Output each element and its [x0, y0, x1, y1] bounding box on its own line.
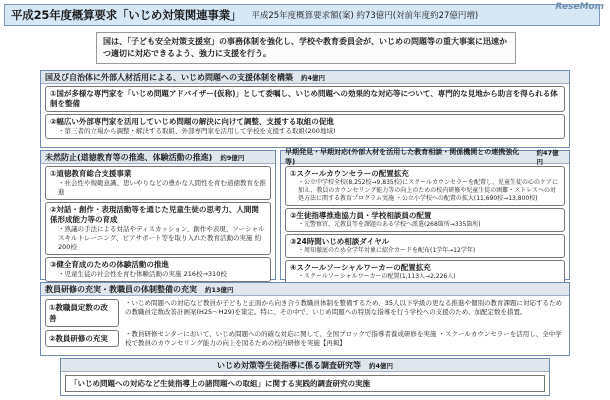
page-subtitle: 平成25年度概算要求額(案) 約73億円(対前年度約27億円増) — [251, 11, 479, 21]
panel-d-row2-label: ②教員研修の充実 — [45, 330, 119, 347]
panel-b-header — [41, 151, 275, 164]
panel-c-item4-box — [285, 260, 565, 284]
panel-a-heading: 国及び自治体に外部人材活用による、いじめ問題への支援体制を構築 — [45, 72, 293, 82]
panel-a-item2-detail: ・第三者的立場から調整・解決する取組、外部専門家を活用して学校を支援する取組(200地域) — [58, 127, 336, 135]
header-bar — [4, 4, 600, 26]
page-title: 平成25年度概算要求「いじめ対策関連事業」 — [11, 8, 242, 22]
panel-early-detection — [280, 150, 570, 280]
panel-a-item2-box — [45, 114, 565, 139]
panel-b-item1: ①道徳教育総合支援事業 — [50, 169, 132, 178]
panel-b-item3-detail: ・児童生徒の社会性を育む体験活動の実施 216校→310校 — [58, 270, 227, 278]
panel-a-item2: ②幅広い外部専門家を活用していじめ問題の解決に向けて調整、支援する取組の促進 — [50, 117, 334, 126]
panel-c-item3-box — [285, 234, 565, 258]
panel-support-system — [40, 70, 570, 148]
panel-e-body: 「いじめ問題への対応など生徒指導上の諸問題への取組」に関する実践的調査研究の実施 — [65, 375, 545, 392]
panel-c-item1-detail: ・公立中学校全校(8,252校→9,835校)にスクールカウンセラーを配置し、児童生徒の心のケアに加え、教員のカウンセリング能力等の向上のための校内研修や児童生徒の困難・ストレスへの対処方法に関する教育プログラム実施 ・公立小学校への配置の拡大(11,690校→13,800校) — [298, 179, 558, 202]
panel-c-item3: ③24時間いじめ相談ダイヤル — [290, 237, 390, 246]
panel-research — [60, 358, 550, 396]
panel-a-budget: 約4億円 — [301, 73, 326, 82]
panel-c-item3-detail: ・周知徹底のため全学年対象に紹介カードを配布(1学年→12学年) — [298, 247, 476, 254]
panel-b-item2-box — [45, 202, 271, 255]
panel-c-item2-box — [285, 208, 565, 232]
intro-box: 国は、「子ども安全対策支援室」の事務体制を強化し、学校や教育委員会が、いじめの問題等の重大事案に迅速かつ適切に対応できるよう、強力に支援を行う。 — [96, 32, 516, 64]
panel-d-row1 — [45, 299, 565, 327]
panel-d-row2 — [45, 330, 565, 348]
panel-c-item1-box — [285, 166, 565, 206]
panel-c-item2: ②生徒指導推進協力員・学校相談員の配置 — [290, 211, 432, 220]
panel-b-item2-detail: ・熟議の手法による対話やディスカッション、創作や表現、ソーシャルスキルトレーニング、ピアサポート等を取り入れた教育活動の実施 約200校 — [58, 225, 265, 251]
panel-b-heading: 未然防止(道徳教育等の推進、体験活動の推進) — [45, 152, 213, 162]
panel-c-item4: ④スクールソーシャルワーカーの配置拡充 — [290, 263, 431, 272]
panel-c-item1: ①スクールカウンセラーの配置拡充 — [290, 169, 409, 178]
panel-c-item4-detail: ・スクールソーシャルワーカーの配置(1,113人→2,226人) — [298, 273, 456, 280]
panel-a-header — [41, 71, 569, 84]
panel-c-heading: 早期発見・早期対応(外部人材を活用した教育相談・関係機関との連携強化等) — [285, 148, 520, 166]
resemom-logo: ReseMom — [555, 2, 604, 12]
panel-a-item1-box — [45, 86, 565, 112]
panel-c-budget: 約47億円 — [536, 149, 559, 166]
panel-b-item3: ③健全育成のための体験活動の推進 — [50, 260, 169, 269]
panel-b-item1-detail: ・社会性や規範意識、思いやりなどの豊かな人間性を育む道徳教育を推進 — [58, 179, 266, 196]
panel-b-budget: 約9億円 — [220, 153, 245, 162]
panel-c-header — [281, 148, 569, 166]
panel-a-item1: ①国が多様な専門家を「いじめ問題アドバイザー(仮称)」として委嘱し、いじめ問題への効果的な対応等について、専門的な見地から助言を得られる体制を整備 — [50, 89, 558, 108]
panel-e-heading: いじめ対策等生徒指導に係る調査研究等 — [216, 360, 361, 370]
panel-d-row1-desc: ・いじめ問題への対応など教員が子どもと正面から向き合う教職員体制を整備するため、35人以下学級の更なる推進や個別の教育課題に対応するための教職員定数改善計画案(H25〜H29)を策定。特に、その中で、いじめ問題への特別な指導を行う学校への支援のため、加配定数を措置。 — [125, 299, 563, 316]
panel-d-budget: 約13億円 — [205, 285, 234, 294]
panel-d-header — [41, 283, 569, 296]
panel-teacher-training — [40, 282, 570, 356]
panel-d-row2-desc: ・教員研修センターにおいて、いじめ問題への的確な対応に関して、全国ブロックで指導者養成研修を実施 ・スクールカウンセラーを活用し、全中学校で教員のカウンセリング能力の向上を図るための校内研修を実施【再掲】 — [125, 330, 562, 347]
panel-d-row1-label: ①教職員定数の改善 — [45, 299, 119, 327]
panel-b-item3-box — [45, 257, 271, 282]
panel-d-heading: 教員研修の充実・教職員の体制整備の充実 — [45, 284, 197, 294]
panel-prevention — [40, 150, 276, 280]
panel-e-budget: 約4億円 — [368, 361, 394, 370]
panel-c-item2-detail: ・元警察官、元教員等を課題のある学校へ派遣(268箇所→335箇所) — [298, 221, 481, 228]
panel-b-item1-box — [45, 166, 271, 200]
panel-b-item2: ②対話・創作・表現活動等を通じた児童生徒の思考力、人間関係形成能力等の育成 — [50, 205, 259, 224]
panel-e-header — [61, 359, 549, 372]
